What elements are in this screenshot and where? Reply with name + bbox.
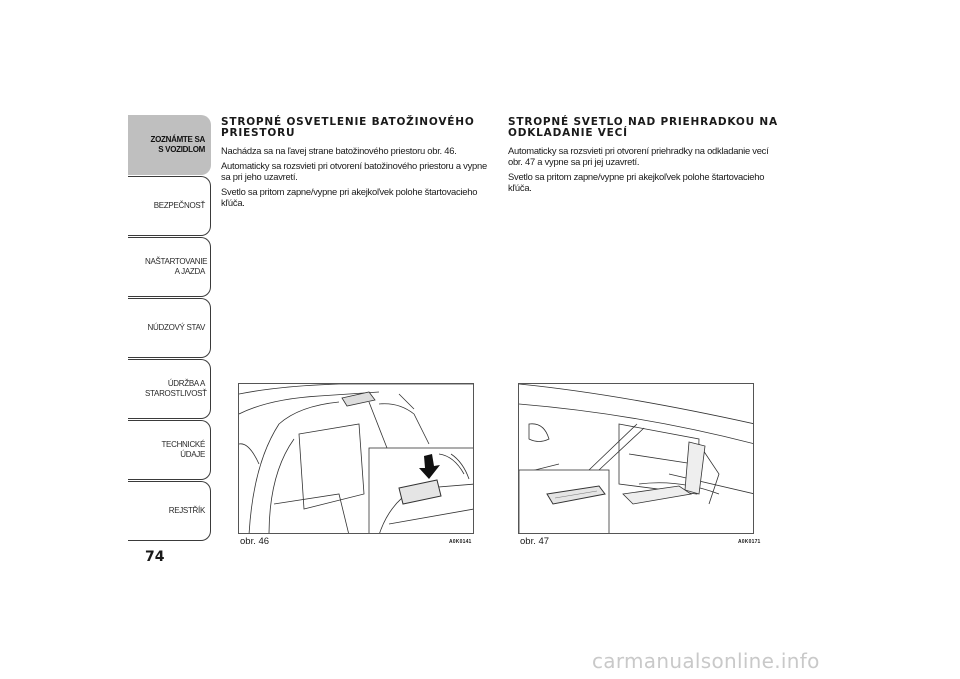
figure-caption: obr. 46 (240, 536, 270, 547)
figure-46-trunk-light (238, 383, 474, 534)
glovebox-light-illustration-icon (519, 384, 754, 534)
tab-nudzovy-stav[interactable] (128, 298, 211, 358)
figure-caption: obr. 47 (520, 536, 550, 547)
section-glovebox-light (508, 117, 778, 197)
watermark: carmanualsonline.info (592, 649, 820, 673)
tab-label: NAŠTARTOVANIE A JAZDA (145, 257, 208, 276)
page-number: 74 (145, 549, 165, 565)
tab-technicke-udaje[interactable] (128, 420, 211, 480)
section-trunk-light (221, 117, 491, 212)
trunk-light-illustration-icon (239, 384, 474, 534)
tab-label: ÚDRŽBA A STAROSTLIVOSŤ (145, 379, 207, 398)
section-title: STROPNÉ SVETLO NAD PRIEHRADKOU NA ODKLADANIE VECÍ (508, 116, 778, 139)
tab-nastartovanie[interactable] (128, 237, 211, 297)
paragraph: Nachádza sa na ľavej strane batožinového priestoru obr. 46. (221, 145, 457, 156)
tab-udrzba[interactable] (128, 359, 211, 419)
tab-label: BEZPEČNOSŤ (153, 201, 205, 210)
tab-label: NÚDZOVÝ STAV (147, 323, 205, 332)
figure-code: A0K0141 (449, 539, 472, 545)
section-title: STROPNÉ OSVETLENIE BATOŽINOVÉHO PRIESTORU (221, 116, 475, 139)
tab-bezpecnost[interactable] (128, 176, 211, 236)
tab-zoznamte-sa[interactable] (128, 115, 211, 175)
tab-rejstrik[interactable] (128, 481, 211, 541)
paragraph: Automaticky sa rozsvieti pri otvorení priehradky na odkladanie vecí obr. 47 a vypne sa pri jej uzavretí. (508, 145, 769, 167)
tab-label: TECHNICKÉ ÚDAJE (161, 440, 205, 459)
tab-label: ZOZNÁMTE SA S VOZIDLOM (150, 135, 205, 154)
paragraph: Automaticky sa rozsvieti pri otvorení batožinového priestoru a vypne sa pri jeho uzavretí. (221, 160, 487, 182)
tab-label: REJSTŘÍK (168, 506, 205, 515)
figure-47-glovebox-light (518, 383, 754, 534)
figure-code: A0K0171 (738, 539, 761, 545)
paragraph: Svetlo sa pritom zapne/vypne pri akejkoľvek polohe štartovacieho kľúča. (508, 171, 765, 193)
paragraph: Svetlo sa pritom zapne/vypne pri akejkoľvek polohe štartovacieho kľúča. (221, 186, 478, 208)
chapter-tabs (128, 115, 211, 542)
